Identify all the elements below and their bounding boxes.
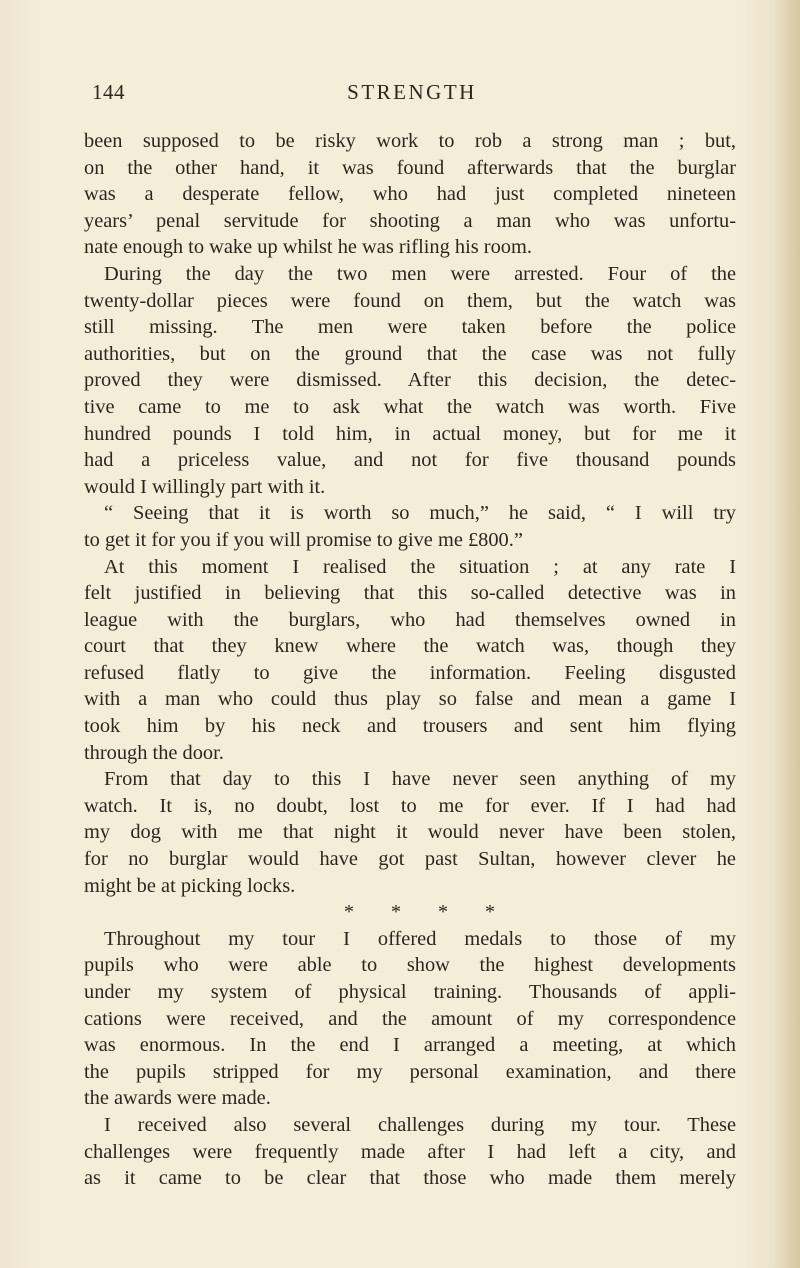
text-line: might be at picking locks. bbox=[84, 874, 296, 897]
text-line: the awards were made. bbox=[84, 1087, 271, 1110]
text-line: took him by his neck and trousers and sent him flying bbox=[84, 715, 736, 738]
text-line: From that day to this I have never seen anything of my bbox=[104, 768, 736, 791]
text-line: as it came to be clear that those who made them merely bbox=[84, 1167, 736, 1190]
page-header bbox=[92, 80, 732, 110]
text-line: my dog with me that night it would never have been stolen, bbox=[84, 821, 736, 844]
text-line: on the other hand, it was found afterwards that the burglar bbox=[84, 156, 736, 179]
page-number: 144 bbox=[92, 80, 125, 104]
text-line: felt justified in believing that this so-called detective was in bbox=[84, 582, 736, 605]
text-line: the pupils stripped for my personal examination, and there bbox=[84, 1060, 736, 1083]
text-line: with a man who could thus play so false and mean a game I bbox=[84, 688, 736, 711]
text-line: was a desperate fellow, who had just completed nineteen bbox=[84, 183, 736, 206]
text-line: league with the burglars, who had themselves owned in bbox=[84, 608, 736, 631]
text-line: Throughout my tour I offered medals to those of my bbox=[104, 927, 736, 950]
text-line: been supposed to be risky work to rob a strong man ; but, bbox=[84, 130, 736, 152]
text-line: hundred pounds I told him, in actual money, but for me it bbox=[84, 422, 736, 445]
text-line: would I willingly part with it. bbox=[84, 475, 326, 498]
text-line: During the day the two men were arrested. Four of the bbox=[104, 262, 736, 285]
text-line: cations were received, and the amount of my correspondence bbox=[84, 1007, 736, 1030]
text-line: challenges were frequently made after I had left a city, and bbox=[84, 1140, 736, 1163]
text-line: “ Seeing that it is worth so much,” he said, “ I will try bbox=[104, 502, 736, 525]
body-text bbox=[84, 128, 736, 1192]
text-line: watch. It is, no doubt, lost to me for ever. If I had had bbox=[84, 794, 736, 817]
text-line: twenty-dollar pieces were found on them, but the watch was bbox=[84, 289, 736, 312]
text-line: refused flatly to give the information. Feeling disgusted bbox=[84, 661, 736, 684]
text-line: was enormous. In the end I arranged a meeting, at which bbox=[84, 1034, 736, 1057]
text-line: for no burglar would have got past Sultan, however clever he bbox=[84, 848, 736, 871]
running-title: STRENGTH bbox=[347, 80, 477, 104]
text-line: authorities, but on the ground that the case was not fully bbox=[84, 342, 736, 365]
text-line: through the door. bbox=[84, 741, 224, 764]
text-line: proved they were dismissed. After this decision, the detec- bbox=[84, 369, 736, 392]
text-line: to get it for you if you will promise to give me £800.” bbox=[84, 528, 523, 551]
text-line: I received also several challenges during my tour. These bbox=[104, 1113, 736, 1136]
text-line: had a priceless value, and not for five thousand pounds bbox=[84, 449, 736, 472]
section-separator: * * * * bbox=[344, 901, 495, 924]
text-line: tive came to me to ask what the watch was worth. Five bbox=[84, 395, 736, 418]
text-line: court that they knew where the watch was, though they bbox=[84, 635, 736, 658]
text-line: pupils who were able to show the highest developments bbox=[84, 954, 736, 977]
text-line: still missing. The men were taken before the police bbox=[84, 316, 736, 339]
text-line: under my system of physical training. Thousands of appli- bbox=[84, 981, 736, 1003]
text-line: nate enough to wake up whilst he was rifling his room. bbox=[84, 236, 532, 259]
text-line: At this moment I realised the situation ; at any rate I bbox=[104, 555, 736, 578]
text-line: years’ penal servitude for shooting a man who was unfortu- bbox=[84, 209, 736, 232]
page-edge-shadow bbox=[774, 0, 800, 1268]
